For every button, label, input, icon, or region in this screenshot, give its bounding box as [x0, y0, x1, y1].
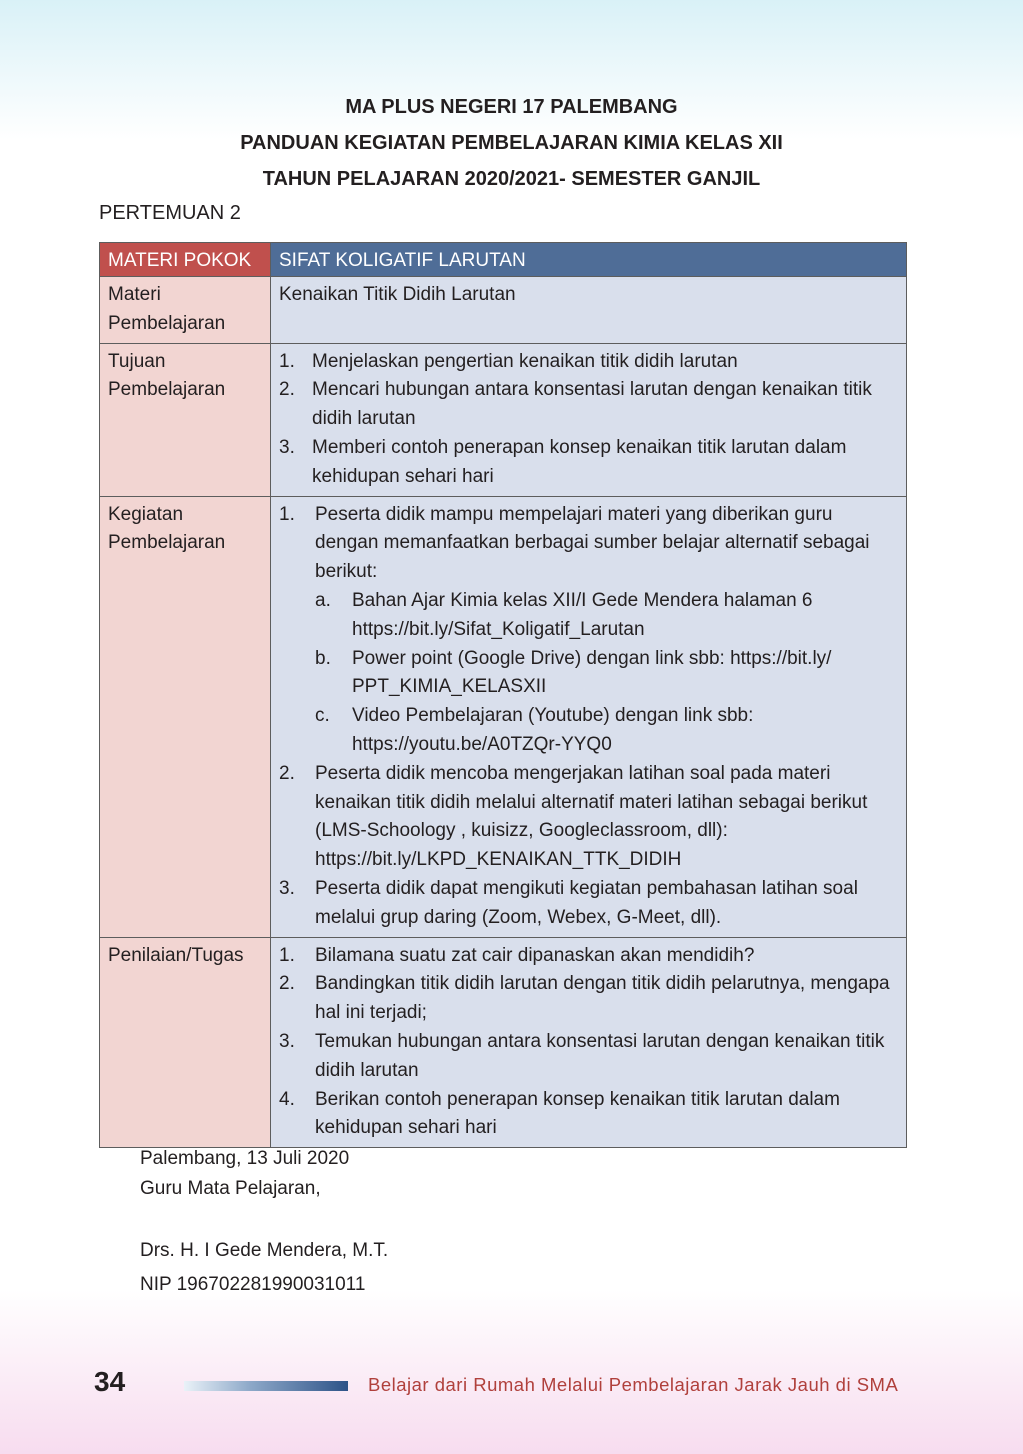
school-name: MA PLUS NEGERI 17 PALEMBANG [345, 96, 678, 118]
penilaian-value [271, 937, 907, 1148]
list-item: 1. Bilamana suatu zat cair dipanaskan akan mendidih? [279, 944, 755, 966]
page-number: 34 [94, 1366, 126, 1397]
table-row-materi [100, 277, 907, 344]
materi-label: Materi Pembelajaran [100, 277, 271, 344]
list-item: 3. Peserta didik dapat mengikuti kegiatan pembahasan latihan soal melalui grup daring (Zoom, Webex, G-Meet, dll). [279, 877, 858, 928]
table-row-penilaian [100, 937, 907, 1148]
table-row-kegiatan [100, 496, 907, 937]
tujuan-list [279, 348, 898, 492]
signature-nip: NIP 196702281990031011 [140, 1274, 366, 1295]
resource-sublist [315, 587, 898, 760]
sub-list-item: b. Power point (Google Drive) dengan link sbb: https://bit.ly/ PPT_KIMIA_KELASXII [315, 647, 832, 698]
list-item: 1. Peserta didik mampu mempelajari materi yang diberikan guru dengan memanfaatkan berbagai sumber belajar alternatif sebagai berikut: a. Bahan Ajar Kimia kelas XII/I Gede Mendera halaman 6 https://bit.ly/Sifat_Koligatif_Larutan b. Power point (Google Drive) dengan link sbb: https://bit.ly/ PPT_KIMIA_KELASXII c. Video Pembelajaran (Youtube) dengan link sbb: https://youtu.be/A0TZQr-YYQ0 [279, 501, 898, 760]
penilaian-label: Penilaian/Tugas [100, 937, 271, 1148]
list-item: 1. Menjelaskan pengertian kenaikan titik didih larutan [279, 350, 738, 372]
materi-value: Kenaikan Titik Didih Larutan [271, 277, 907, 344]
kegiatan-value [271, 496, 907, 937]
kegiatan-label: Kegiatan Pembelajaran [100, 496, 271, 937]
list-item: 3. Temukan hubungan antara konsentasi larutan dengan kenaikan titik didih larutan [279, 1030, 885, 1081]
list-item: 2. Bandingkan titik didih larutan dengan titik didih pelarutnya, mengapa hal ini terjadi; [279, 973, 890, 1024]
list-item: 2. Peserta didik mencoba mengerjakan latihan soal pada materi kenaikan titik didih melalui alternatif materi latihan sebagai berikut (LMS-Schoology , kuisizz, Googleclassroom, dll): https://bit.ly/LKPD_KENAIKAN_TTK_DIDIH [279, 762, 868, 871]
tujuan-label: Tujuan Pembelajaran [100, 343, 271, 496]
table-row-tujuan [100, 343, 907, 496]
sub-list-item: a. Bahan Ajar Kimia kelas XII/I Gede Mendera halaman 6 https://bit.ly/Sifat_Koligatif_Larutan [315, 589, 813, 640]
list-item: 2. Mencari hubungan antara konsentasi larutan dengan kenaikan titik didih larutan [279, 379, 872, 430]
list-item: 3. Memberi contoh penerapan konsep kenaikan titik larutan dalam kehidupan sehari hari [279, 436, 847, 487]
kegiatan-list [279, 501, 898, 933]
academic-year: TAHUN PELAJARAN 2020/2021- SEMESTER GANJIL [262, 168, 761, 190]
sub-list-item: c. Video Pembelajaran (Youtube) dengan link sbb: https://youtu.be/A0TZQr-YYQ0 [315, 705, 754, 755]
signature-role: Guru Mata Pelajaran, [140, 1178, 321, 1199]
document-title: PANDUAN KEGIATAN PEMBELAJARAN KIMIA KELAS XII [240, 132, 783, 154]
footer-decorative-bar [184, 1381, 348, 1391]
header-label-cell: MATERI POKOK [100, 243, 271, 277]
signature-name: Drs. H. I Gede Mendera, M.T. [140, 1240, 389, 1261]
meeting-label: PERTEMUAN 2 [99, 202, 241, 224]
list-item: 4. Berikan contoh penerapan konsep kenaikan titik larutan dalam kehidupan sehari hari [279, 1088, 840, 1139]
footer-title: Belajar dari Rumah Melalui Pembelajaran Jarak Jauh di SMA [368, 1374, 899, 1395]
signature-place-date: Palembang, 13 Juli 2020 [140, 1148, 350, 1169]
penilaian-list [279, 942, 898, 1144]
header-value-cell: SIFAT KOLIGATIF LARUTAN [271, 243, 907, 277]
tujuan-value [271, 343, 907, 496]
table-header-row [100, 243, 907, 277]
lesson-guide-table [99, 242, 907, 1148]
